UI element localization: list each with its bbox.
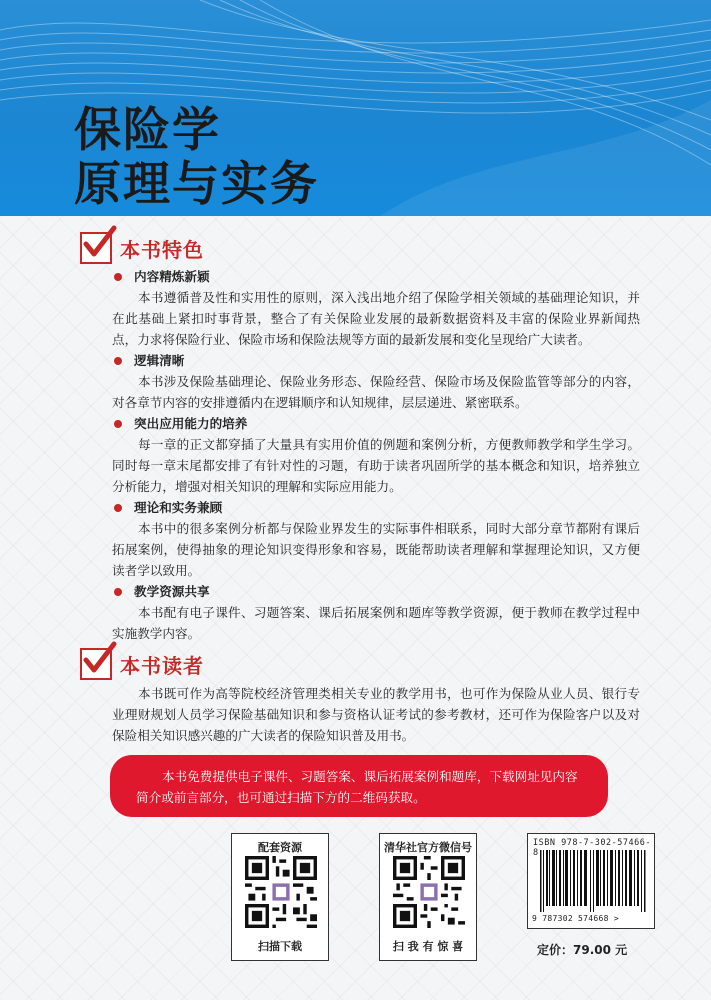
- feature-item: [112, 497, 640, 581]
- header-banner: [0, 0, 711, 216]
- qr-subcaption: 扫 我 有 惊 喜: [392, 940, 464, 953]
- feature-item: [112, 413, 640, 497]
- qr-wechat[interactable]: [379, 833, 477, 961]
- checkmark-icon: [80, 232, 112, 264]
- feature-heading: 教学资源共享: [134, 584, 210, 599]
- title-line-2: 原理与实务: [74, 157, 319, 212]
- bullet-icon: [114, 357, 122, 365]
- barcode-digits: 9 787302 574668 >: [532, 914, 619, 923]
- barcode-icon: [540, 850, 646, 912]
- feature-heading: 逻辑清晰: [134, 353, 185, 368]
- checkmark-icon: [80, 648, 112, 680]
- qr-caption: 清华社官方微信号: [384, 841, 472, 854]
- feature-heading: 内容精炼新颖: [134, 269, 210, 284]
- features-heading: [80, 232, 204, 264]
- qr-subcaption: 扫描下载: [258, 940, 302, 953]
- bullet-icon: [114, 588, 122, 596]
- readers-body: 本书既可作为高等院校经济管理类相关专业的教学用书，也可作为保险从业人员、银行专业理财规划人员学习保险基础知识和参与资格认证考试的参考教材，还可作为保险客户以及对保险相关知识感兴趣的广大读者的保险知识普及用书。: [112, 686, 640, 743]
- qr-code-icon: [393, 856, 465, 928]
- feature-item: [112, 581, 640, 644]
- title-line-1: 保险学: [74, 103, 221, 158]
- feature-body: 本书涉及保险基础理论、保险业务形态、保险经营、保险市场及保险监管等部分的内容，对各章节内容的安排遵循内在逻辑顺序和认知规律，层层递进、紧密联系。: [112, 374, 640, 410]
- price-label: 定价：79.00 元: [537, 943, 628, 957]
- feature-heading: 理论和实务兼顾: [134, 500, 223, 515]
- readers-title: 本书读者: [120, 653, 204, 678]
- bullet-icon: [114, 420, 122, 428]
- feature-body: 每一章的正文都穿插了大量具有实用价值的例题和案例分析，方便教师教学和学生学习。同时每一章末尾都安排了有针对性的习题，有助于读者巩固所学的基本概念和知识，培养独立分析能力，增强对相关知识的理解和实际应用能力。: [112, 437, 640, 494]
- qr-caption: 配套资源: [258, 841, 302, 854]
- feature-item: [112, 266, 640, 350]
- qr-code-icon: [245, 856, 317, 928]
- readers-heading: [80, 648, 204, 680]
- feature-heading: 突出应用能力的培养: [134, 416, 248, 431]
- book-title: [74, 104, 319, 212]
- bullet-icon: [114, 273, 122, 281]
- bullet-icon: [114, 504, 122, 512]
- qr-resources[interactable]: [231, 833, 329, 961]
- features-list: [112, 266, 640, 644]
- isbn-text: ISBN 978-7-302-57466-8: [533, 838, 651, 858]
- feature-body: 本书中的很多案例分析都与保险业界发生的实际事件相联系，同时大部分章节都附有课后拓展案例，使得抽象的理论知识变得形象和容易，既能帮助读者理解和掌握理论知识，又方便读者学以致用。: [112, 521, 640, 578]
- features-title: 本书特色: [120, 237, 204, 262]
- resource-banner: 本书免费提供电子课件、习题答案、课后拓展案例和题库，下载网址见内容简介或前言部分，也可通过扫描下方的二维码获取。: [110, 755, 608, 817]
- feature-body: 本书配有电子课件、习题答案、课后拓展案例和题库等教学资源，便于教师在教学过程中实施教学内容。: [112, 605, 640, 641]
- feature-body: 本书遵循普及性和实用性的原则，深入浅出地介绍了保险学相关领域的基础理论知识，并在此基础上紧扣时事背景，整合了有关保险业发展的最新数据资料及丰富的保险业界新闻热点，力求将保险行业、保险市场和保险法规等方面的最新发展和变化呈现给广大读者。: [112, 290, 640, 347]
- feature-item: [112, 350, 640, 413]
- isbn-barcode: [527, 833, 655, 929]
